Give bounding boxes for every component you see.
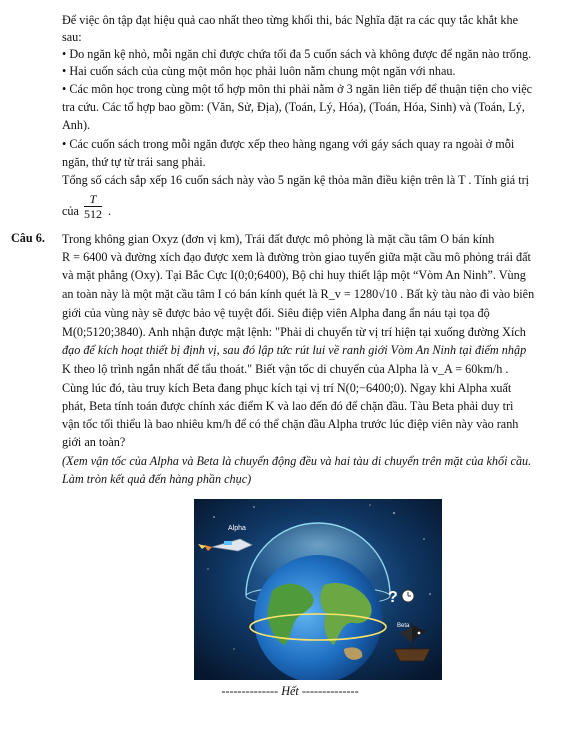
q6-line-3: và mặt phẳng (Oxy). Tại Bắc Cực I(0;0;6400), Bộ chỉ huy thiết lập một “Vòm An Ninh”. Vùng [62, 268, 526, 282]
fraction-numerator: T [84, 192, 102, 207]
rule-bullet-2: • Hai cuốn sách của cùng một môn học phải luôn nằm chung một ngăn với nhau. [62, 64, 456, 78]
q6-note-1: (Xem vận tốc của Alpha và Beta là chuyển động đều và hai tàu di chuyển trên mặt của khối cầu. [62, 454, 532, 468]
q6-line-6: M(0;5120;3840). Anh nhận được mật lệnh: "Phải di chuyển từ vị trí hiện tại xuống đường Xích [62, 325, 526, 339]
question-text-2: của [62, 204, 79, 218]
question-6-label: Câu 6. [11, 231, 45, 245]
q6-line-8: K theo lộ trình ngắn nhất để tẩu thoát." Biết vận tốc di chuyển của Alpha là v_A = 60km/h . [62, 362, 509, 376]
rule-bullet-3c: Anh). [62, 118, 91, 132]
alpha-label: Alpha [228, 525, 246, 532]
rule-bullet-4a: • Các cuốn sách trong mỗi ngăn được xếp theo hàng ngang với gáy sách quay ra ngoài ở mỗi [62, 137, 515, 151]
q6-line-4: an toàn này là một mặt cầu tâm I có bán kính quét là R_v = 1280√10 . Bất kỳ tàu nào đi vào biên [62, 287, 535, 301]
q6-line-9: Cùng lúc đó, tàu truy kích Beta đang phục kích tại vị trí N(0;−6400;0). Ngay khi Alpha xuất [62, 381, 512, 395]
question-period: . [108, 204, 112, 218]
end-marker: -------------- Hết -------------- [221, 684, 359, 698]
q6-line-5: giới của vùng này sẽ được bảo vệ tuyệt đối. Siêu điệp viên Alpha đang ẩn náu tại tọa độ [62, 306, 490, 320]
q6-line-12: giới an toàn? [62, 435, 126, 449]
question-mark-1: ? [388, 589, 398, 606]
q6-line-11: vận tốc tối thiểu là bao nhiêu km/h để có thể chặn đầu Alpha trước lúc điệp viên này vào ranh [62, 417, 519, 431]
question-text: Tổng số cách sắp xếp 16 cuốn sách này vào 5 ngăn kệ thỏa mãn điều kiện trên là T . Tính giá trị [62, 173, 530, 187]
rule-bullet-3b: tra cứu. Các tổ hợp bao gồm: (Văn, Sử, Địa), (Toán, Lý, Hóa), (Toán, Hóa, Sinh) và (Toán, Lý, [62, 100, 525, 114]
rule-bullet-4b: ngăn, thứ tự từ trái sang phải. [62, 155, 206, 169]
fraction-denominator: 512 [84, 207, 102, 221]
intro-line-1: Để việc ôn tập đạt hiệu quả cao nhất theo từng khối thi, bác Nghĩa đặt ra các quy tắc khắt khe [62, 13, 519, 27]
q6-line-1: Trong không gian Oxyz (đơn vị km), Trái đất được mô phỏng là mặt cầu tâm O bán kính [62, 232, 495, 246]
q6-line-7: đạo để kích hoạt thiết bị định vị, sau đó lập tức rút lui về ranh giới Vòm An Ninh tại điểm nhập [62, 343, 527, 357]
rule-bullet-3a: • Các môn học trong cùng một tổ hợp môn thi phải nằm ở 3 ngăn liên tiếp để thuận tiện cho việc [62, 82, 533, 96]
fraction-T-over-512 [84, 192, 102, 221]
earth-illustration-svg [194, 499, 442, 680]
q6-line-2: R = 6400 và đường xích đạo được xem là đường tròn giao tuyến giữa mặt cầu mô phỏng trái đất [62, 250, 531, 264]
beta-label: Beta [397, 623, 410, 629]
rule-bullet-1: • Do ngăn kệ nhỏ, mỗi ngăn chỉ được chứa tối đa 5 cuốn sách và không được để ngăn nào trống. [62, 47, 532, 61]
q6-line-10: phát, Beta tính toán được chính xác điểm K và lao đến đó để chặn đầu. Tàu Beta phải duy trì [62, 399, 514, 413]
intro-line-2: sau: [62, 30, 82, 44]
earth-illustration [194, 499, 442, 680]
q6-note-2: Làm tròn kết quả đến hàng phần chục) [62, 472, 252, 486]
